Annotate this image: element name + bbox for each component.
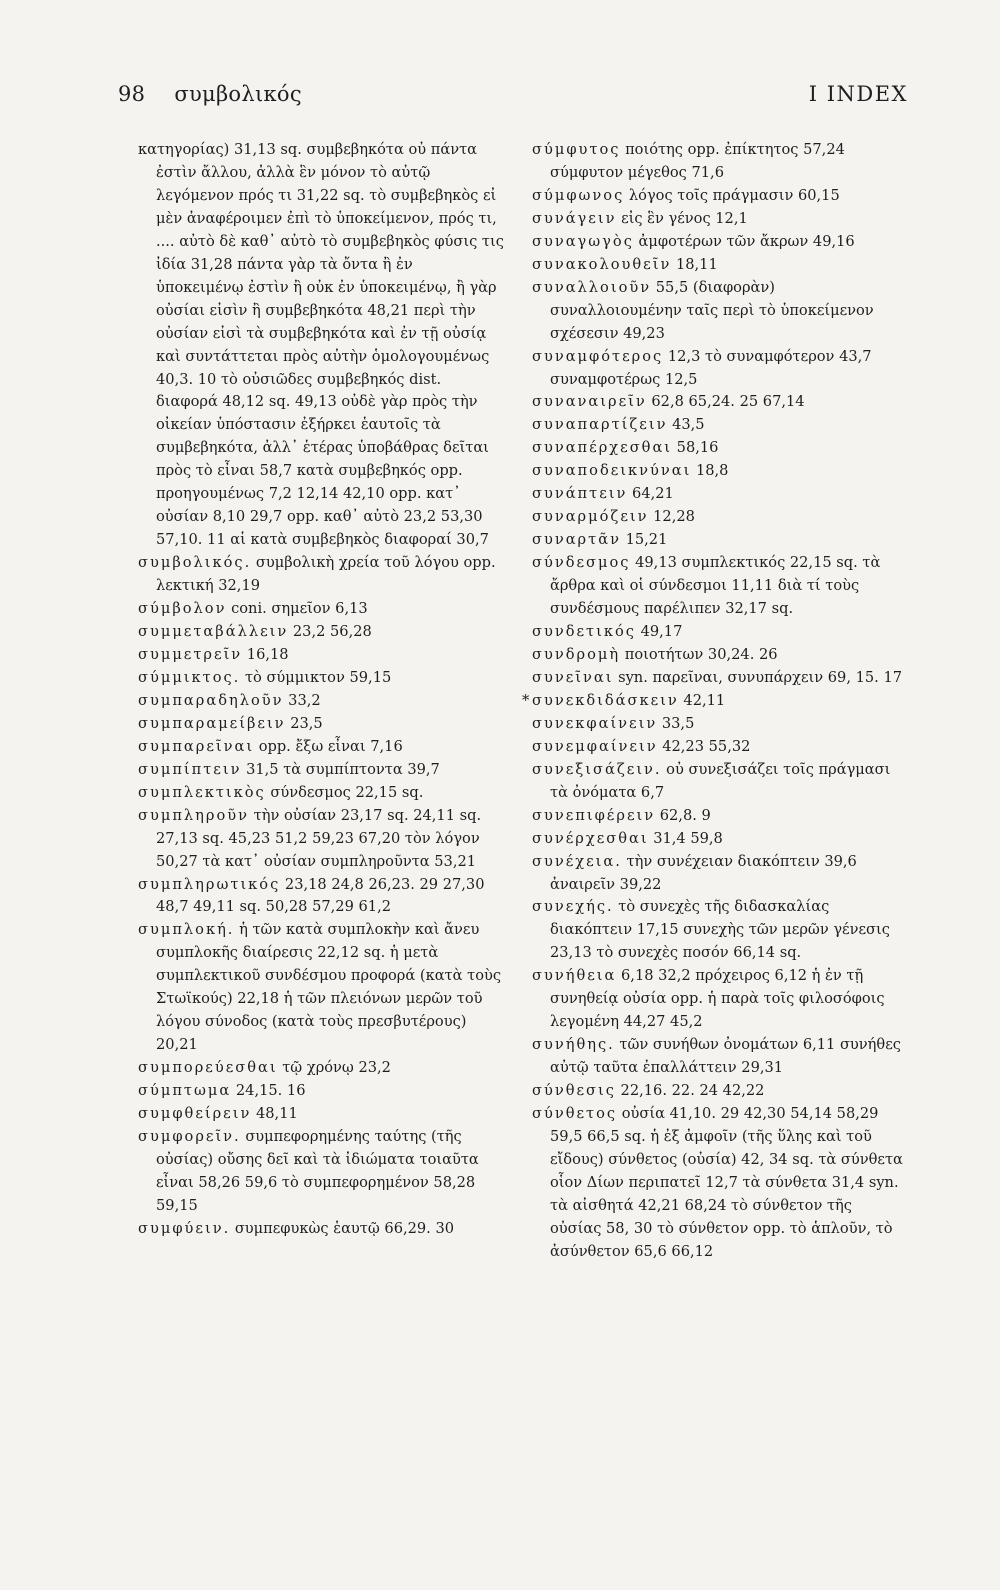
- section-title: I INDEX: [808, 82, 908, 106]
- entry-text: ἀμφοτέρων τῶν ἄκρων 49,16: [633, 232, 855, 250]
- entry-headword: συμπορεύεσθαι: [138, 1059, 278, 1077]
- entry-headword: συνεκφαίνειν: [532, 714, 658, 732]
- entry-text: ποιότης opp. ἐπίκτητος 57,24 σύμφυτον μέγεθος 71,6: [550, 141, 845, 181]
- index-entry: [532, 346, 904, 392]
- entry-text: 31,4 59,8: [648, 829, 723, 847]
- index-entry: [532, 1080, 904, 1103]
- entry-text: 48,11: [251, 1105, 298, 1123]
- entry-text: 16,18: [242, 645, 289, 663]
- entry-headword: συμπίπτειν: [138, 760, 242, 778]
- index-entry: [138, 759, 504, 782]
- entry-text: 33,2: [283, 691, 321, 709]
- index-entry: [522, 690, 904, 713]
- entry-headword: συμπλοκή.: [138, 921, 235, 939]
- index-entry: [532, 736, 904, 759]
- index-entry: [532, 759, 904, 805]
- index-entry: [532, 231, 904, 254]
- index-entry: [532, 896, 904, 965]
- index-entry: [138, 552, 504, 598]
- entry-text: 6,18 32,2 πρόχειρος 6,12 ἡ ἐν τῇ συνηθείᾳ οὐσία opp. ἡ παρὰ τοῖς φιλοσόφοις λεγομένη 44,27 45,2: [550, 967, 885, 1031]
- entry-text: coni. σημεῖον 6,13: [226, 600, 368, 618]
- index-entry: [138, 736, 504, 759]
- entry-text: 24,15. 16: [231, 1082, 306, 1100]
- entry-headword: σύνδεσμος: [532, 554, 631, 572]
- index-entry: [532, 391, 904, 414]
- entry-headword: σύμμικτος.: [138, 668, 241, 686]
- index-entry: [138, 621, 504, 644]
- index-entry: [138, 598, 504, 621]
- entry-text: 62,8. 9: [655, 806, 711, 824]
- asterisk-mark: *: [522, 691, 530, 709]
- entry-headword: συνεῖναι: [532, 668, 614, 686]
- page-header-left: [118, 82, 302, 106]
- entry-headword: συμμετρεῖν: [138, 645, 243, 663]
- index-entry: [138, 1103, 504, 1126]
- entry-text: opp. ἔξω εἶναι 7,16: [254, 737, 403, 755]
- entry-text: λόγος τοῖς πράγμασιν 60,15: [624, 186, 840, 204]
- index-entry: [532, 437, 904, 460]
- entry-text: συμβολικὴ χρεία τοῦ λόγου opp. λεκτική 32,19: [156, 554, 496, 595]
- entry-text: τὸ σύμμικτον 59,15: [240, 668, 392, 686]
- index-entry: [532, 965, 904, 1034]
- entry-text: οὐσία 41,10. 29 42,30 54,14 58,29 59,5 66,5 sq. ἡ ἐξ ἀμφοῖν (τῆς ὕλης καὶ τοῦ εἴδους) σύνθετος (οὐσία) 42, 34 sq. τὰ σύνθετα οἷον Δίων περιπατεῖ 12,7 τὰ σύνθετα 31,4 syn. τὰ αἰσθητά 42,21 68,24 τὸ σύνθετον τῆς οὐσίας 58, 30 τὸ σύνθετον opp. τὸ ἁπλοῦν, τὸ ἀσύνθετον 65,6 66,12: [550, 1105, 903, 1260]
- right-column: [522, 139, 904, 1264]
- entry-text: 15,21: [620, 531, 668, 549]
- entry-headword: συμβολικός.: [138, 554, 252, 572]
- entry-text: 18,8: [691, 462, 729, 480]
- entry-text: 31,5 τὰ συμπίπτοντα 39,7: [241, 760, 440, 778]
- index-entry: [532, 414, 904, 437]
- index-entry: [532, 828, 904, 851]
- index-entry: [138, 644, 504, 667]
- index-entry: [138, 874, 504, 920]
- entry-text: 49,17: [635, 623, 683, 641]
- entry-headword: συμπαραδηλοῦν: [138, 691, 284, 709]
- entry-headword: συμμεταβάλλειν: [138, 623, 289, 641]
- entry-text: ἡ τῶν κατὰ συμπλοκὴν καὶ ἄνευ συμπλοκῆς διαίρεσις 22,12 sq. ἡ μετὰ συμπλεκτικοῦ συνδέσμου προφορά (κατὰ τοὺς Στωϊκούς) 22,18 ἡ τῶν πλειόνων μερῶν τοῦ λόγου σύνοδος (κατὰ τοὺς πρεσβυτέρους) 20,21: [156, 921, 502, 1054]
- entry-headword: συνέχεια.: [532, 852, 622, 870]
- index-entry: [532, 529, 904, 552]
- entry-headword: σύμβολον: [138, 600, 227, 618]
- index-entry: [532, 552, 904, 621]
- entry-text: συμπεφορημένης ταύτης (τῆς οὐσίας) οὔσης δεῖ καὶ τὰ ἰδιώματα τοιαῦτα εἶναι 58,26 59,6 τὸ συμπεφορημένον 58,28 59,15: [156, 1127, 479, 1214]
- index-entry: [532, 621, 904, 644]
- index-entry: [532, 483, 904, 506]
- index-entry: [138, 139, 504, 552]
- entry-text: 22,16. 22. 24 42,22: [615, 1082, 765, 1100]
- entry-text: 12,28: [648, 508, 695, 526]
- entry-headword: συνεξισάζειν.: [532, 760, 662, 778]
- index-entry: [138, 1057, 504, 1080]
- index-entry: [532, 277, 904, 346]
- entry-text: εἰς ἓν γένος 12,1: [616, 209, 748, 227]
- entry-text: τῶν συνήθων ὀνομάτων 6,11 συνήθες αὐτῷ ταῦτα ἐπαλλάττειν 29,31: [550, 1036, 901, 1077]
- entry-headword: συνήθεια: [532, 967, 617, 985]
- index-entry: [532, 185, 904, 208]
- entry-text: 42,11: [678, 691, 726, 709]
- entry-text: 42,23 55,32: [657, 737, 751, 755]
- entry-text: τὴν οὐσίαν 23,17 sq. 24,11 sq. 27,13 sq. 45,23 51,2 59,23 67,20 τὸν λόγον 50,27 τὰ κατ᾽ οὐσίαν συμπληροῦντα 53,21: [156, 806, 482, 870]
- entry-headword: συναμφότερος: [532, 347, 664, 365]
- entry-headword: συμπαραμείβειν: [138, 714, 286, 732]
- entry-text: 23,5: [285, 714, 323, 732]
- entry-headword: συνάπτειν: [532, 485, 628, 503]
- entry-headword: συνεμφαίνειν: [532, 737, 658, 755]
- entry-headword: συνέρχεσθαι: [532, 829, 649, 847]
- entry-headword: συμπληροῦν: [138, 806, 250, 824]
- entry-text: 64,21: [627, 485, 674, 503]
- entry-text: 18,11: [671, 255, 718, 273]
- index-entry: [138, 713, 504, 736]
- index-entry: [532, 713, 904, 736]
- entry-headword: συναναιρεῖν: [532, 393, 647, 411]
- index-entry: [532, 644, 904, 667]
- entry-headword: σύμφωνος: [532, 186, 625, 204]
- entry-text: τὴν συνέχειαν διακόπτειν 39,6 ἀναιρεῖν 39,22: [550, 852, 857, 893]
- entry-headword: συναπαρτίζειν: [532, 416, 668, 434]
- index-entry: [532, 1034, 904, 1080]
- index-entry: [532, 1103, 904, 1264]
- entry-headword: σύνθετος: [532, 1105, 618, 1123]
- entry-headword: συνήθης.: [532, 1036, 615, 1054]
- entry-text: 33,5: [657, 714, 695, 732]
- entry-headword: συμφθείρειν: [138, 1105, 252, 1123]
- page-number: 98: [118, 82, 146, 106]
- entry-text: 62,8 65,24. 25 67,14: [646, 393, 805, 411]
- entry-headword: συνεκδιδάσκειν: [532, 691, 679, 709]
- index-entry: [138, 667, 504, 690]
- index-entry: [532, 506, 904, 529]
- entry-headword: συναγωγὸς: [532, 232, 634, 250]
- entry-headword: συναπέρχεσθαι: [532, 439, 673, 457]
- index-entry: [138, 782, 504, 805]
- index-entry: [138, 1126, 504, 1218]
- entry-text: τῷ χρόνῳ 23,2: [277, 1059, 391, 1077]
- entry-text: 23,2 56,28: [288, 623, 372, 641]
- entry-headword: συμπλεκτικὸς: [138, 783, 266, 801]
- entry-headword: συμφορεῖν.: [138, 1127, 241, 1145]
- entry-headword: συναλλοιοῦν: [532, 278, 652, 296]
- entry-text: 49,13 συμπλεκτικός 22,15 sq. τὰ ἄρθρα καὶ οἱ σύνδεσμοι 11,11 διὰ τί τοὺς συνδέσμους παρέλιπεν 32,17 sq.: [550, 554, 881, 618]
- running-head: συμβολικός: [174, 82, 302, 106]
- entry-text: οὐ συνεξισάζει τοῖς πράγμασι τὰ ὀνόματα 6,7: [550, 760, 891, 801]
- entry-headword: συμφύειν.: [138, 1219, 231, 1237]
- entry-headword: συναρμόζειν: [532, 508, 649, 526]
- entry-headword: σύμφυτος: [532, 141, 621, 158]
- index-entry: [532, 254, 904, 277]
- entry-headword: συνεπιφέρειν: [532, 806, 656, 824]
- entry-headword: συνδρομὴ: [532, 645, 621, 663]
- entry-headword: συνεχής.: [532, 898, 614, 916]
- index-entry: [138, 1218, 504, 1241]
- index-entry: [532, 139, 904, 185]
- entry-text: τὸ συνεχὲς τῆς διδασκαλίας διακόπτειν 17,15 συνεχὴς τῶν μερῶν γένεσις 23,13 τὸ συνεχὲς ποσόν 66,14 sq.: [550, 898, 890, 962]
- entry-text: 23,18 24,8 26,23. 29 27,30 48,7 49,11 sq. 50,28 57,29 61,2: [156, 875, 485, 916]
- entry-text: κατηγορίας) 31,13 sq. συμβεβηκότα οὐ πάντα ἐστὶν ἄλλου, ἀλλὰ ἓν μόνον τὸ αὐτῷ λεγόμενον πρός τι 31,22 sq. τὸ συμβεβηκὸς εἰ μὲν ἀναφέροιμεν ἐπὶ τὸ ὑποκείμενον, πρός τι, .... αὐτὸ δὲ καθ᾽ αὐτὸ τὸ συμβεβηκὸς φύσις τις ἰδία 31,28 πάντα γὰρ τὰ ὄντα ἢ ἐν ὑποκειμένῳ ἐστὶν ἢ οὐκ ἐν ὑποκειμένῳ, ἢ γὰρ οὐσίαι εἰσὶν ἢ συμβεβηκότα 48,21 περὶ τὴν οὐσίαν εἰσὶ τὰ συμβεβηκότα καὶ ἐν τῇ οὐσίᾳ καὶ συντάττεται πρὸς αὐτὴν ὁμολογουμένως 40,3. 10 τὸ οὐσιῶδες συμβεβηκός dist. διαφορά 48,12 sq. 49,13 οὐδὲ γὰρ πρὸς τὴν οἰκείαν ὑπόστασιν ἐξήρκει ἑαυτοῖς τὰ συμβεβηκότα, ἀλλ᾽ ἑτέρας ὑποβάθρας δεῖται πρὸς τὸ εἶναι 58,7 κατὰ συμβεβηκός opp. προηγουμένως 7,2 12,14 42,10 opp. κατ᾽ οὐσίαν 8,10 29,7 opp. καθ᾽ αὐτὸ 23,2 53,30 57,10. 11 αἱ κατὰ συμβεβηκὸς διαφοραί 30,7: [138, 141, 504, 549]
- entry-headword: συμπαρεῖναι: [138, 737, 255, 755]
- entry-headword: συνακολουθεῖν: [532, 255, 672, 273]
- index-entry: [532, 208, 904, 231]
- left-column: [138, 139, 504, 1241]
- entry-text: 58,16: [672, 439, 719, 457]
- index-entry: [138, 1080, 504, 1103]
- index-entry: [532, 851, 904, 897]
- index-entry: [532, 667, 904, 690]
- index-entry: [138, 805, 504, 874]
- entry-headword: σύμπτωμα: [138, 1082, 232, 1100]
- entry-headword: συναρτᾶν: [532, 531, 621, 549]
- entry-headword: συνάγειν: [532, 209, 617, 227]
- index-entry: [532, 460, 904, 483]
- entry-headword: συνδετικός: [532, 623, 636, 641]
- entry-headword: σύνθεσις: [532, 1082, 616, 1100]
- entry-text: 55,5 (διαφορὰν) συναλλοιουμένην ταῖς περὶ τὸ ὑποκείμενον σχέσεσιν 49,23: [550, 278, 874, 342]
- index-entry: [138, 690, 504, 713]
- entry-headword: συμπληρωτικός: [138, 875, 281, 893]
- entry-text: 43,5: [667, 416, 705, 434]
- entry-text: συμπεφυκὼς ἑαυτῷ 66,29. 30: [230, 1219, 455, 1237]
- index-entry: [532, 805, 904, 828]
- index-entry: [138, 919, 504, 1057]
- entry-headword: συναποδεικνύναι: [532, 462, 692, 480]
- entry-text: ποιοτήτων 30,24. 26: [620, 645, 778, 663]
- entry-text: syn. παρεῖναι, συνυπάρχειν 69, 15. 17: [613, 668, 903, 686]
- entry-text: σύνδεσμος 22,15 sq.: [265, 783, 424, 801]
- entry-text: 12,3 τὸ συναμφότερον 43,7 συναμφοτέρως 12,5: [550, 347, 872, 388]
